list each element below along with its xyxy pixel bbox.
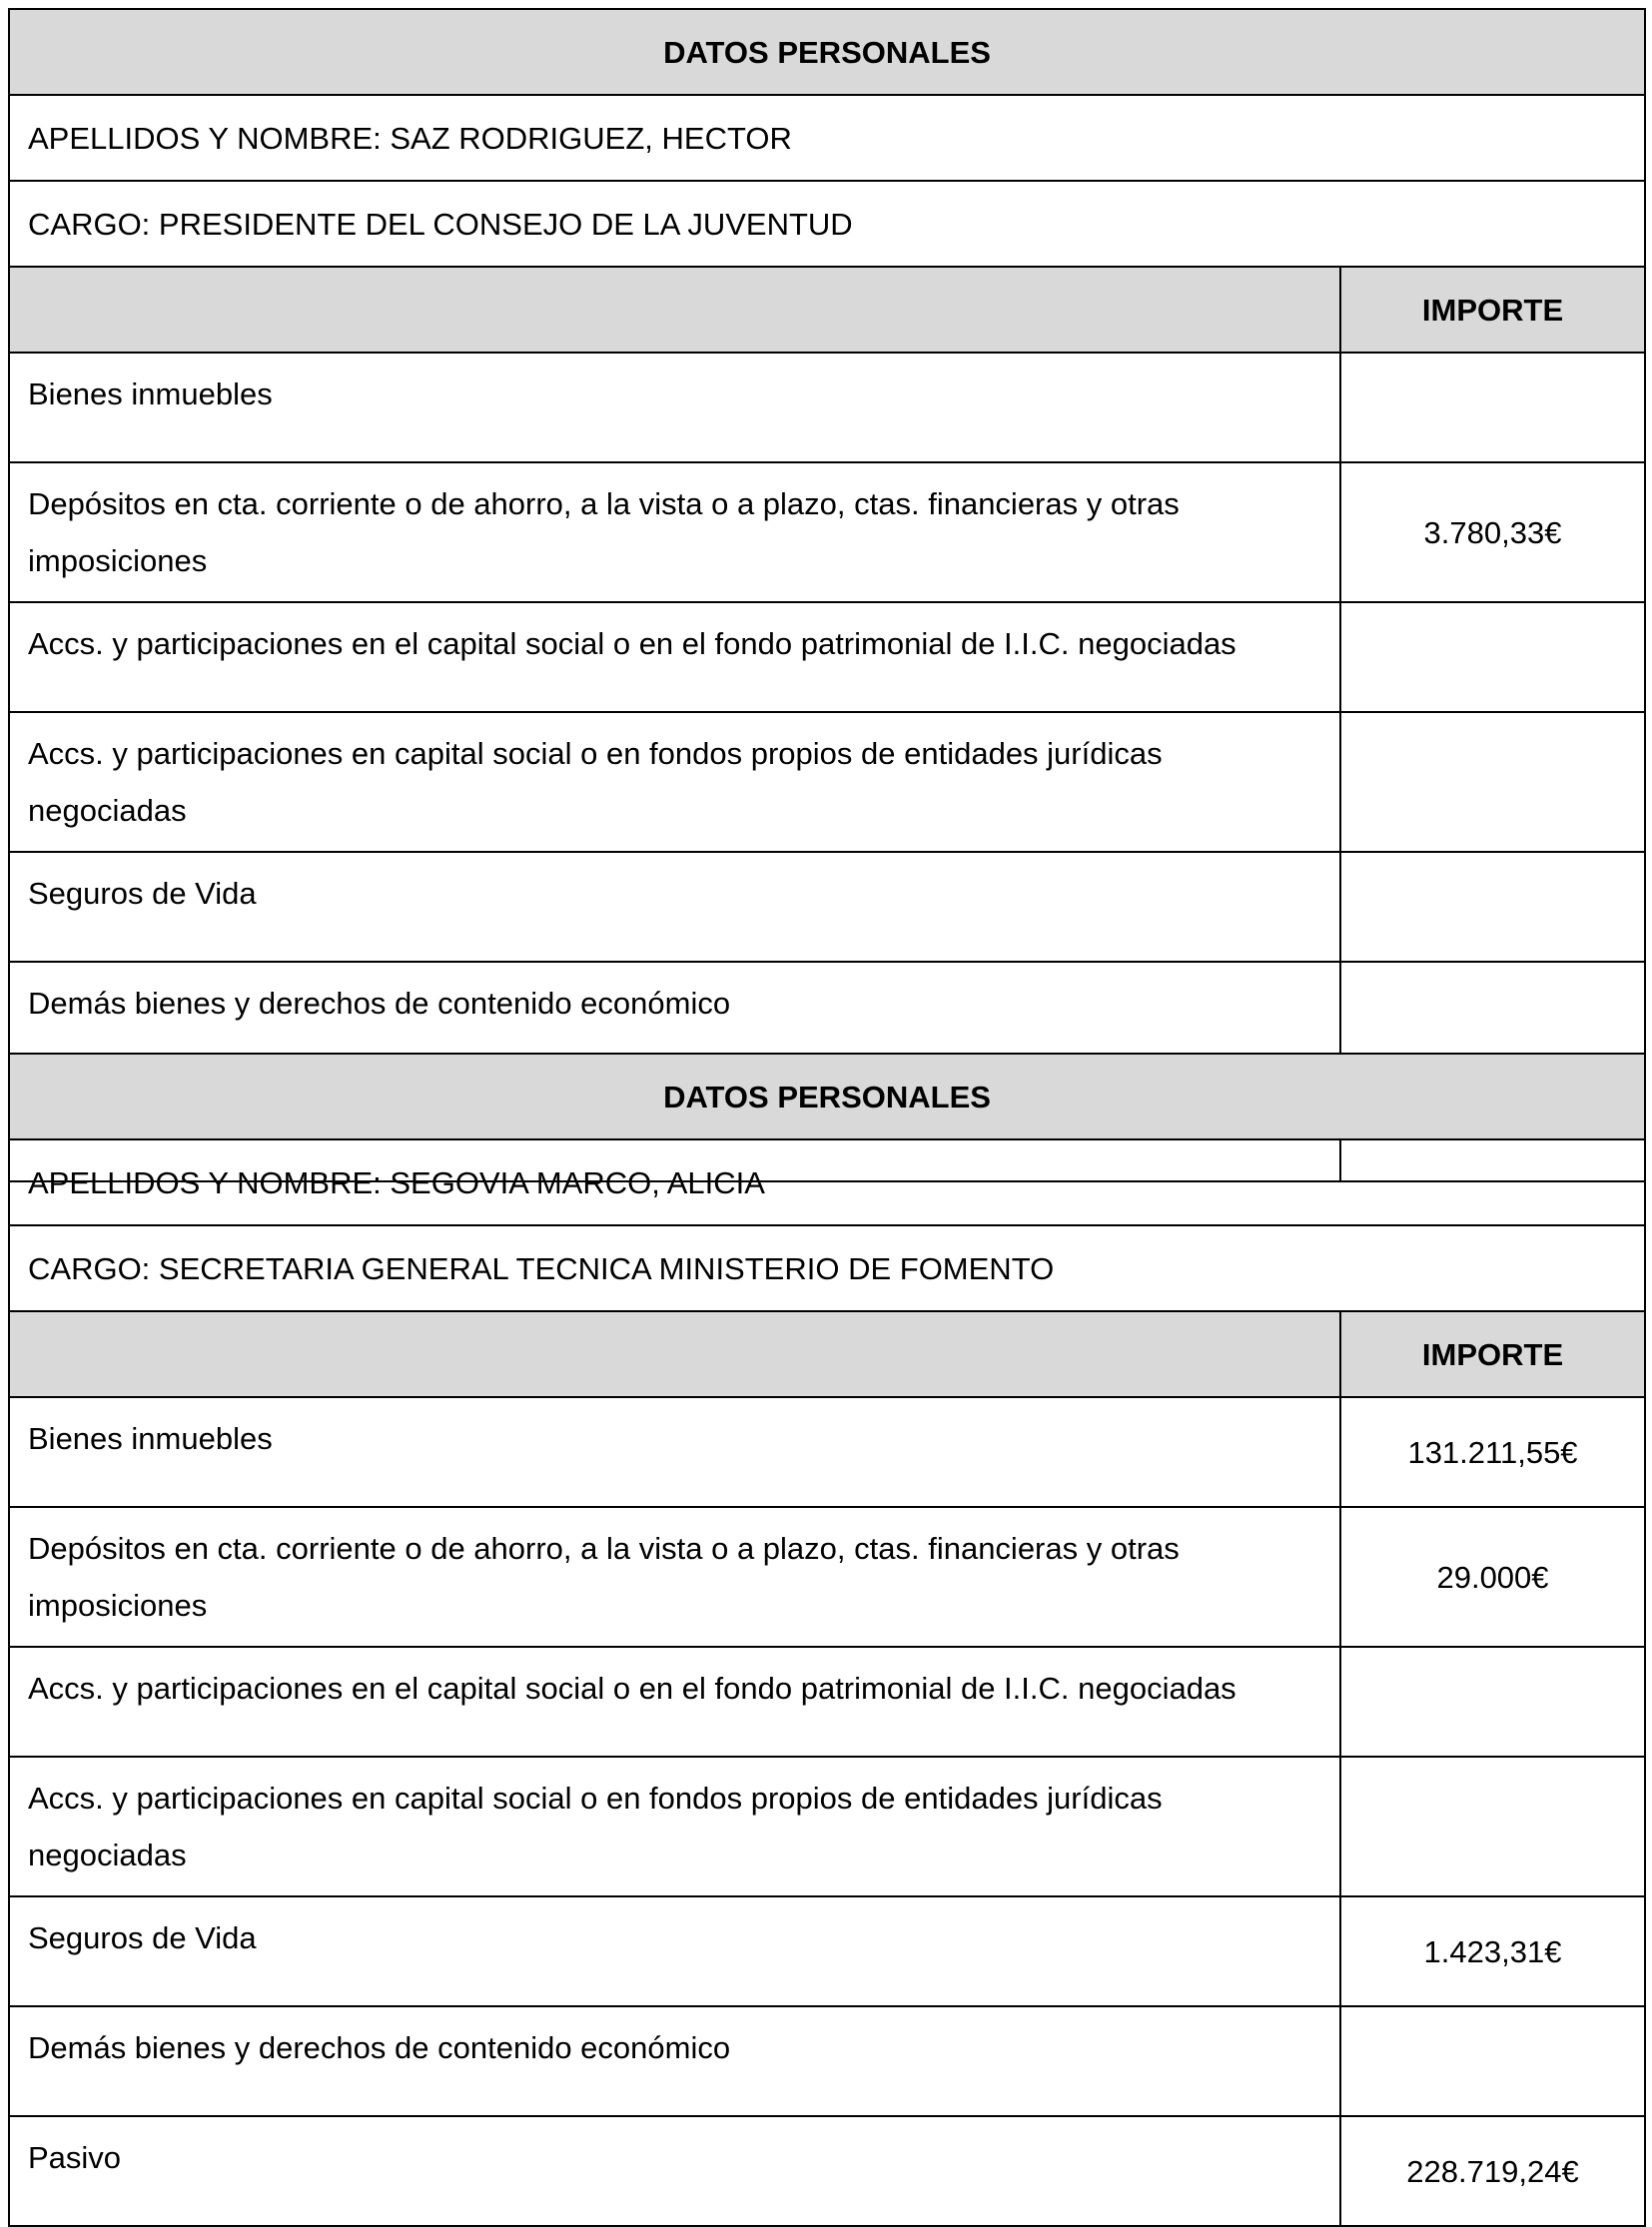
row-label: Bienes inmuebles [9,1397,1340,1507]
table-row [9,1757,1645,1896]
row-amount [1340,1647,1645,1757]
table-row [9,462,1645,602]
section-header: DATOS PERSONALES [9,9,1645,95]
table-row [9,1397,1645,1507]
row-amount: 29.000€ [1340,1507,1645,1647]
table-row [9,353,1645,462]
table-row [9,1896,1645,2006]
amount-header: IMPORTE [1340,267,1645,353]
table-row [9,1507,1645,1647]
row-label: Pasivo [9,2116,1340,2226]
row-amount: 228.719,24€ [1340,2116,1645,2226]
table-row [9,2006,1645,2116]
row-amount [1340,1757,1645,1896]
amount-header-blank [9,1311,1340,1397]
name-line: APELLIDOS Y NOMBRE: SAZ RODRIGUEZ, HECTOR [9,95,1645,181]
row-amount [1340,712,1645,852]
name-line: APELLIDOS Y NOMBRE: SEGOVIA MARCO, ALICIA [9,1139,1645,1225]
table-row [9,1647,1645,1757]
declaration-table-2 [8,1053,1646,2227]
row-label: Accs. y participaciones en capital social o en fondos propios de entidades jurídicas negociadas [9,712,1340,852]
row-label: Demás bienes y derechos de contenido económico [9,2006,1340,2116]
cargo-line: CARGO: SECRETARIA GENERAL TECNICA MINISTERIO DE FOMENTO [9,1225,1645,1311]
amount-header: IMPORTE [1340,1311,1645,1397]
row-label: Accs. y participaciones en el capital social o en el fondo patrimonial de I.I.C. negociadas [9,602,1340,712]
table-row [9,602,1645,712]
row-amount [1340,602,1645,712]
row-amount [1340,2006,1645,2116]
row-label: Depósitos en cta. corriente o de ahorro, a la vista o a plazo, ctas. financieras y otras imposiciones [9,1507,1340,1647]
row-amount: 3.780,33€ [1340,462,1645,602]
amount-header-blank [9,267,1340,353]
table-row [9,852,1645,962]
declaration-table-1 [8,8,1646,1182]
table-row [9,2116,1645,2226]
cargo-line: CARGO: PRESIDENTE DEL CONSEJO DE LA JUVENTUD [9,181,1645,267]
row-amount [1340,852,1645,962]
row-label: Bienes inmuebles [9,353,1340,462]
row-amount: 131.211,55€ [1340,1397,1645,1507]
section-header: DATOS PERSONALES [9,1054,1645,1139]
row-label: Accs. y participaciones en el capital social o en el fondo patrimonial de I.I.C. negociadas [9,1647,1340,1757]
row-label: Seguros de Vida [9,1896,1340,2006]
row-label: Seguros de Vida [9,852,1340,962]
row-label: Demás bienes y derechos de contenido económico [9,962,1340,1072]
table-row [9,712,1645,852]
row-amount [1340,353,1645,462]
row-amount: 1.423,31€ [1340,1896,1645,2006]
row-label: Depósitos en cta. corriente o de ahorro, a la vista o a plazo, ctas. financieras y otras imposiciones [9,462,1340,602]
row-label: Accs. y participaciones en capital social o en fondos propios de entidades jurídicas negociadas [9,1757,1340,1896]
